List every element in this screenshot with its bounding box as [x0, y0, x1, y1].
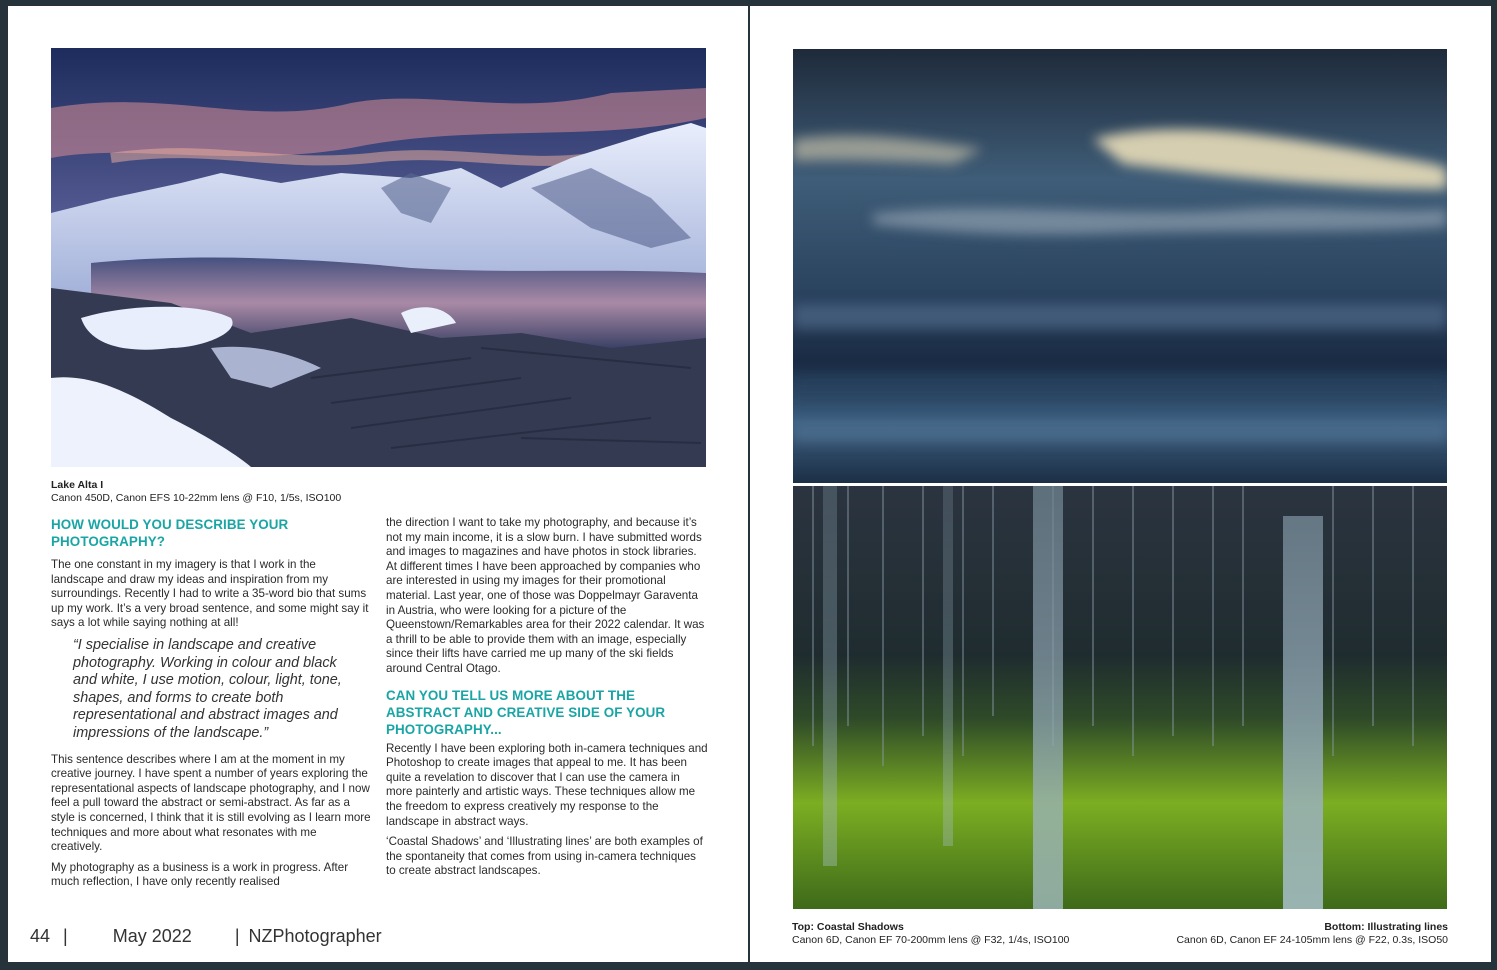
pull-quote: “I specialise in landscape and creative photography. Working in colour and black and white, I use motion, colour, light, tone, shapes, and forms to create both representational and abstract images and impressions of the landscape.” [73, 636, 342, 741]
caption-title: Lake Alta I [51, 479, 104, 491]
caption-detail: Canon 6D, Canon EF 24-105mm lens @ F22, 0.3s, ISO50 [1176, 934, 1448, 946]
text-column-2 [386, 516, 708, 885]
page-number: 44 [30, 926, 51, 946]
lake-alta-caption [51, 479, 341, 505]
coastal-shadows-photo [793, 49, 1447, 483]
paragraph: My photography as a business is a work in progress. After much reflection, I have only recently realised [51, 860, 349, 889]
footer-divider: | [63, 926, 68, 946]
illustrating-lines-caption [1176, 921, 1448, 947]
section-heading: HOW WOULD YOU DESCRIBE YOUR PHOTOGRAPHY? [51, 517, 289, 549]
right-page [750, 6, 1491, 962]
footer-divider: | [234, 926, 240, 946]
paragraph: This sentence describes where I am at the moment in my creative journey. I have spent a number of years exploring the representational aspects of landscape photography, and I now feel a pull toward the abstract or semi-abstract. As far as a style is concerned, I think that it is still evolving as I learn more techniques and more about what resonates with me creatively. [51, 752, 371, 854]
illustrating-lines-photo [793, 486, 1447, 909]
paragraph: the direction I want to take my photography, and because it’s not my main income, it is a slow burn. I have submitted words and images to magazines and have photos in stock libraries. At different times I have been approached by companies who are interested in using my images for their promotional material. Last year, one of those was Doppelmayr Garaventa in Austria, who were looking for a picture of the Queenstown/Remarkables area for their 2022 calendar. It was a thrill to be able to provide them with an image, especially since their lifts have carried me up many of the ski fields around Central Otago. [386, 516, 705, 675]
caption-title: Bottom: Illustrating lines [1324, 921, 1448, 933]
paragraph: The one constant in my imagery is that I work in the landscape and draw my ideas and inspiration from my surroundings. Recently I had to write a 35-word bio that sums up my work. It’s a very broad sentence, and some might say it says a lot while saying nothing at all! [51, 558, 369, 630]
section-heading: CAN YOU TELL US MORE ABOUT THE ABSTRACT AND CREATIVE SIDE OF YOUR PHOTOGRAPHY... [386, 687, 666, 737]
paragraph: Recently I have been exploring both in-camera techniques and Photoshop to create images that appeal to me. It has been quite a revelation to discover that I can use the camera in more painterly and artistic ways. These techniques allow me the freedom to express creatively my response to the landscape in abstract ways. [386, 741, 708, 828]
text-column-1 [51, 516, 371, 896]
lake-alta-photo [51, 48, 706, 467]
paragraph: ‘Coastal Shadows’ and ‘Illustrating lines’ are both examples of the spontaneity that comes from using in-camera techniques to create abstract landscapes. [386, 835, 703, 878]
caption-detail: Canon 6D, Canon EF 70-200mm lens @ F32, 1/4s, ISO100 [792, 934, 1070, 946]
magazine-name: NZPhotographer [248, 926, 382, 946]
caption-detail: Canon 450D, Canon EFS 10-22mm lens @ F10, 1/5s, ISO100 [51, 492, 342, 504]
coastal-shadows-caption [792, 921, 1069, 947]
issue-date: May 2022 [112, 926, 192, 946]
left-page [8, 6, 748, 962]
caption-title: Top: Coastal Shadows [792, 921, 904, 933]
page-footer [30, 926, 382, 947]
